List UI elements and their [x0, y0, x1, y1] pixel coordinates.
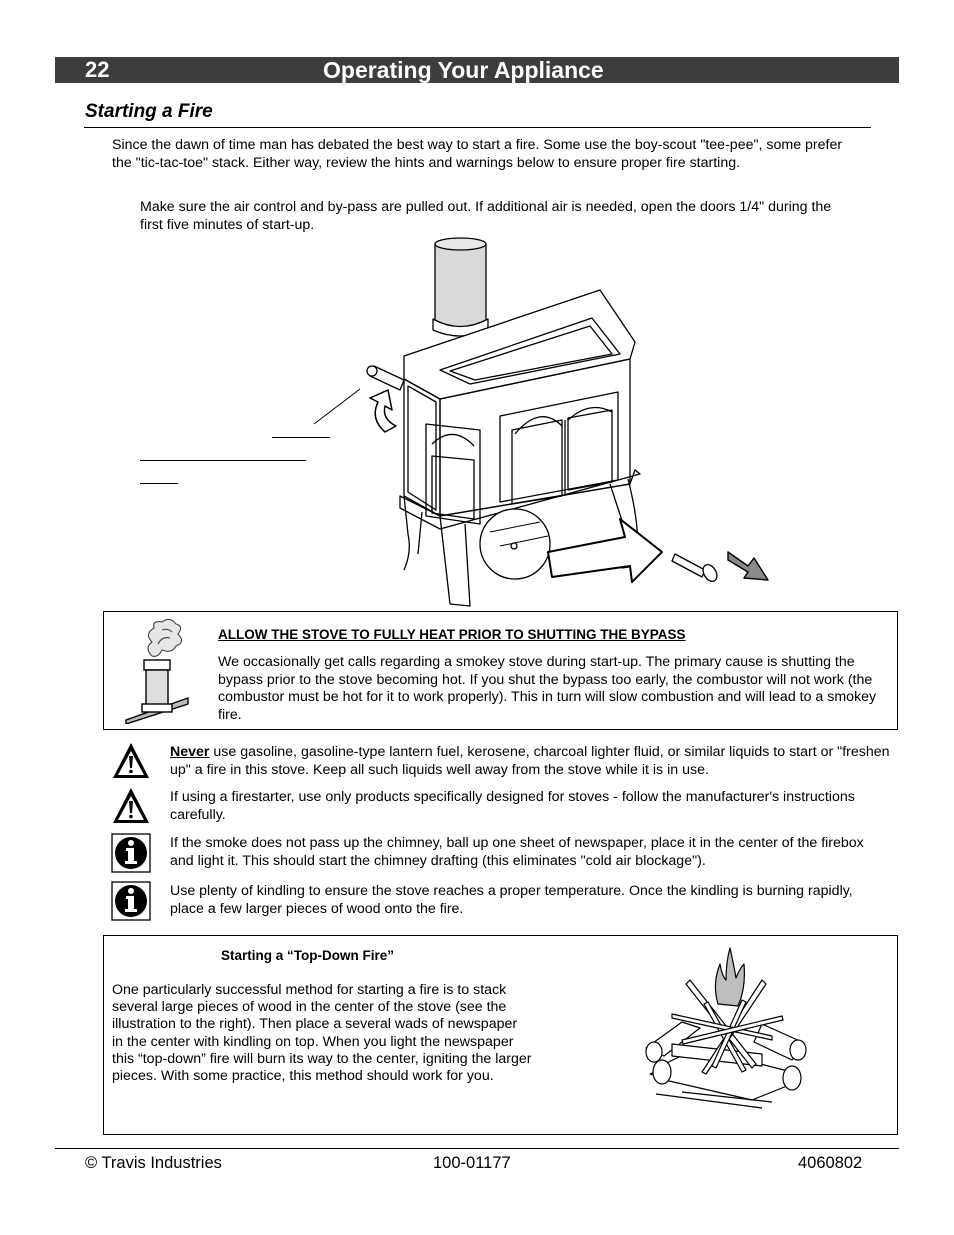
bypass-note-box	[103, 611, 898, 730]
section-divider	[84, 127, 871, 128]
warning-row-2: If using a firestarter, use only products specifically designed for stoves - follow the manufacturer's instructions carefully.	[170, 789, 855, 823]
page-number: 22	[85, 57, 110, 82]
blank-line	[140, 483, 178, 484]
top-down-body: One particularly successful method for starting a fire is to stack several large pieces of wood in the center of the stove (see the illustration to the right). Then place a several wads of newspaper in the center with kindling on top. When you light the newspaper this “top-down” fire will burn its way to the center, igniting the larger pieces. With some practice, this method should work for you.	[112, 982, 532, 1085]
footer-copyright: © Travis Industries	[85, 1154, 222, 1172]
page-title: Operating Your Appliance	[323, 57, 604, 83]
warning-triangle-icon	[111, 741, 151, 781]
stove-illustration	[300, 234, 780, 608]
footer-doc-number: 100-01177	[433, 1154, 511, 1172]
top-down-fire-illustration	[642, 944, 822, 1110]
never-emphasis: Never	[170, 744, 210, 760]
warning-triangle-icon	[111, 786, 151, 826]
header-bar	[55, 57, 899, 83]
info-row-1: If the smoke does not pass up the chimney, ball up one sheet of newspaper, place it in the center of the firebox and light it. This should start the chimney drafting (this eliminates "cold air blockage").	[170, 835, 864, 869]
intro-paragraph: Since the dawn of time man has debated the best way to start a fire. Some use the boy-scout "tee-pee", some prefer the "tic-tac-toe" stack. Either way, review the hints and warnings below to ensure proper fire starting.	[112, 137, 843, 171]
warning-text: use gasoline, gasoline-type lantern fuel, kerosene, charcoal lighter fluid, or similar liquids to start or "freshen up" a fire in this stove. Keep all such liquids well away from the stove while it is in use.	[170, 744, 890, 778]
note-heading: ALLOW THE STOVE TO FULLY HEAT PRIOR TO SHUTTING THE BYPASS	[218, 627, 686, 642]
info-row-2: Use plenty of kindling to ensure the stove reaches a proper temperature. Once the kindling is burning rapidly, place a few larger pieces of wood onto the fire.	[170, 883, 853, 917]
warning-row-1	[170, 743, 890, 779]
top-down-fire-box	[103, 935, 898, 1135]
note-body: We occasionally get calls regarding a smokey stove during start-up. The primary cause is shutting the bypass prior to the stove becoming hot. If you shut the bypass too early, the combustor will not work (the combustor must be hot for it to work properly). This in turn will slow combustion and will lead to a smokey fire.	[218, 654, 877, 723]
smoking-chimney-icon	[122, 616, 192, 724]
footer-revision: 4060802	[798, 1154, 863, 1172]
blank-line	[140, 460, 306, 461]
intro-instruction: Make sure the air control and by-pass are pulled out. If additional air is needed, open the doors 1/4" during the first five minutes of start-up.	[140, 199, 832, 233]
info-icon	[111, 881, 151, 921]
info-icon	[111, 833, 151, 873]
section-title: Starting a Fire	[85, 101, 213, 122]
top-down-title: Starting a “Top-Down Fire”	[221, 948, 394, 963]
footer-divider	[55, 1148, 899, 1149]
